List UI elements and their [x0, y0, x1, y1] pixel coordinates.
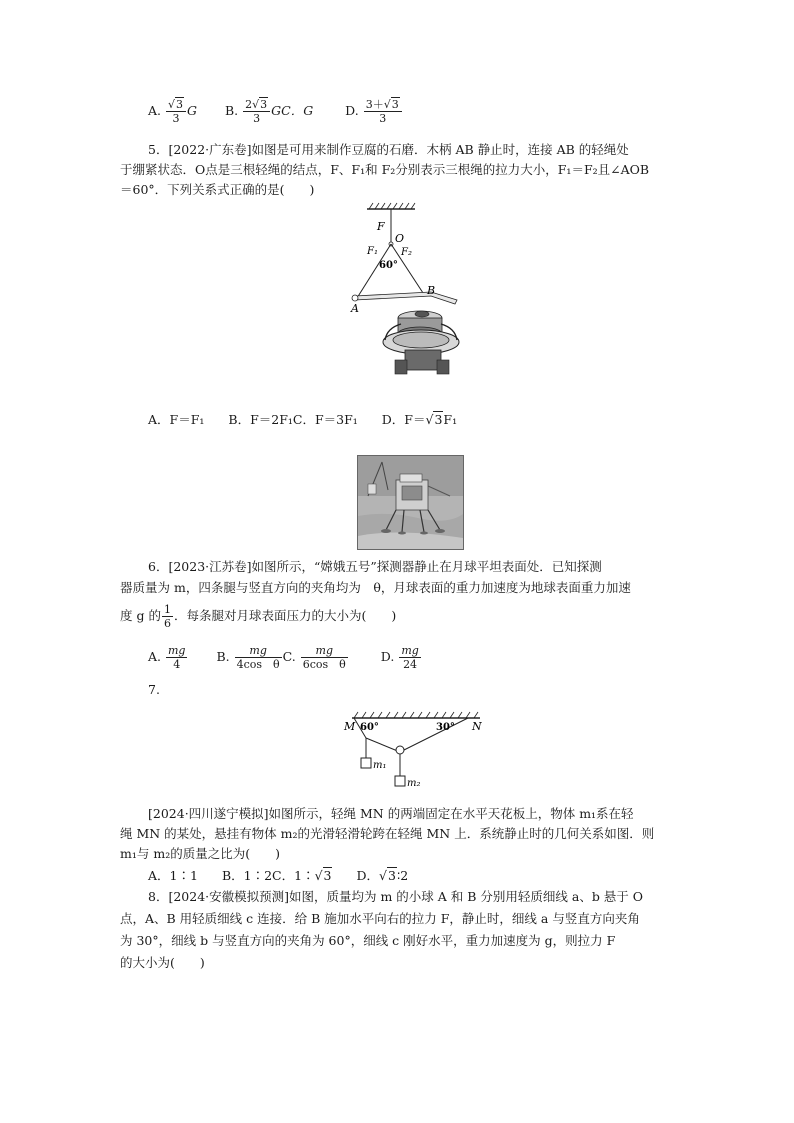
q8-line4: 的大小为( ) [120, 955, 205, 970]
q5-label-a: A [351, 302, 359, 315]
q7-pulley-diagram [340, 710, 490, 795]
q8-line2: 点，A、B 用轻质细线 c 连接．给 B 施加水平向右的拉力 F，静止时，细线 a 与竖直方向夹角 [120, 911, 640, 926]
q5-line1: 5．[2022·广东卷]如图是可用来制作豆腐的石磨．木柄 AB 静止时，连接 AB 的轻绳处 [148, 142, 629, 157]
q6-option-a-fraction: $\frac{mg}{4}$ [168, 644, 186, 671]
q7-label-30: 30° [436, 722, 455, 733]
lander-image [358, 456, 463, 549]
q4-option-a-fraction: $\frac{√3}{3}$ [166, 98, 186, 125]
q4-options: A. $\frac{√3}{3}$ G B. $\frac{2√3}{3}$ GC．G D. $\frac{3+√3}{3}$ [148, 98, 403, 125]
q7-options: A．1∶1 B．1∶2C．1∶√3 D．√3∶2 [148, 868, 409, 883]
q7-label-m: M [344, 720, 356, 733]
q5-label-b: B [427, 284, 436, 297]
q7-label-60: 60° [360, 722, 379, 733]
q7-line3: m₁与 m₂的质量之比为( ) [120, 846, 280, 861]
q5-millstone-diagram [345, 200, 475, 385]
q4-option-d-fraction: $\frac{3+√3}{3}$ [364, 98, 402, 125]
q6-line2: 器质量为 m，四条腿与竖直方向的夹角均为 θ，月球表面的重力加速度为地球表面重力加速 [120, 580, 631, 595]
q7-label-m2: m₂ [407, 778, 421, 789]
q8-line3: 为 30°，细线 b 与竖直方向的夹角为 60°，细线 c 刚好水平，重力加速度为 g，则拉力 F [120, 933, 616, 948]
q5-label-angle: 60° [379, 260, 398, 271]
q7-label-m1: m₁ [373, 760, 387, 771]
q6-fraction-one-sixth: $\frac{1}{6}$ [163, 603, 171, 630]
q6-option-b-fraction: $\frac{mg}{\text{4cos θ}}$ [236, 644, 280, 671]
q6-options: A. $\frac{mg}{4}$ B. $\frac{mg}{\text{4cos θ}}$ C. $\frac{mg}{\text{6cos θ}}$ D. $\frac{mg}{24}$ [148, 644, 419, 671]
q5-label-f1: F₁ [367, 246, 378, 257]
q7-line2: 绳 MN 的某处，悬挂有物体 m₂的光滑轻滑轮跨在轻绳 MN 上．系统静止时的几何关系如图．则 [120, 826, 655, 841]
q8-line1: 8．[2024·安徽模拟预测]如图，质量均为 m 的小球 A 和 B 分别用轻质细线 a、b 悬于 O [148, 889, 644, 904]
q6-option-c-fraction: $\frac{mg}{\text{6cos θ}}$ [302, 644, 346, 671]
q5-line2: 于绷紧状态．O点是三根轻绳的结点，F、F₁和 F₂分别表示三根绳的拉力大小，F₁＝F₂且∠AOB [120, 162, 650, 177]
q5-options: A．F＝F₁ B．F＝2F₁C．F＝3F₁ D．F＝√3F₁ [148, 412, 458, 427]
q6-lander-photo [357, 455, 464, 550]
q6-line1: 6．[2023·江苏卷]如图所示，“嫦娥五号”探测器静止在月球平坦表面处．已知探测 [148, 559, 602, 574]
q5-line3: ＝60°．下列关系式正确的是( ) [120, 182, 315, 197]
q5-label-f2: F₂ [401, 247, 412, 258]
q7-number: 7. [148, 682, 160, 697]
q7-label-n: N [472, 720, 482, 733]
q7-line1: [2024·四川遂宁模拟]如图所示，轻绳 MN 的两端固定在水平天花板上，物体 m₁系在轻 [148, 806, 634, 821]
q4-option-b-fraction: $\frac{2√3}{3}$ [243, 98, 270, 125]
q6-line3: 度 g 的 $\frac{1}{6}$ ．每条腿对月球表面压力的大小为( ) [120, 603, 397, 630]
q5-label-o: O [395, 232, 405, 245]
q5-label-f: F [377, 220, 385, 233]
q6-option-d-fraction: $\frac{mg}{24}$ [401, 644, 419, 671]
